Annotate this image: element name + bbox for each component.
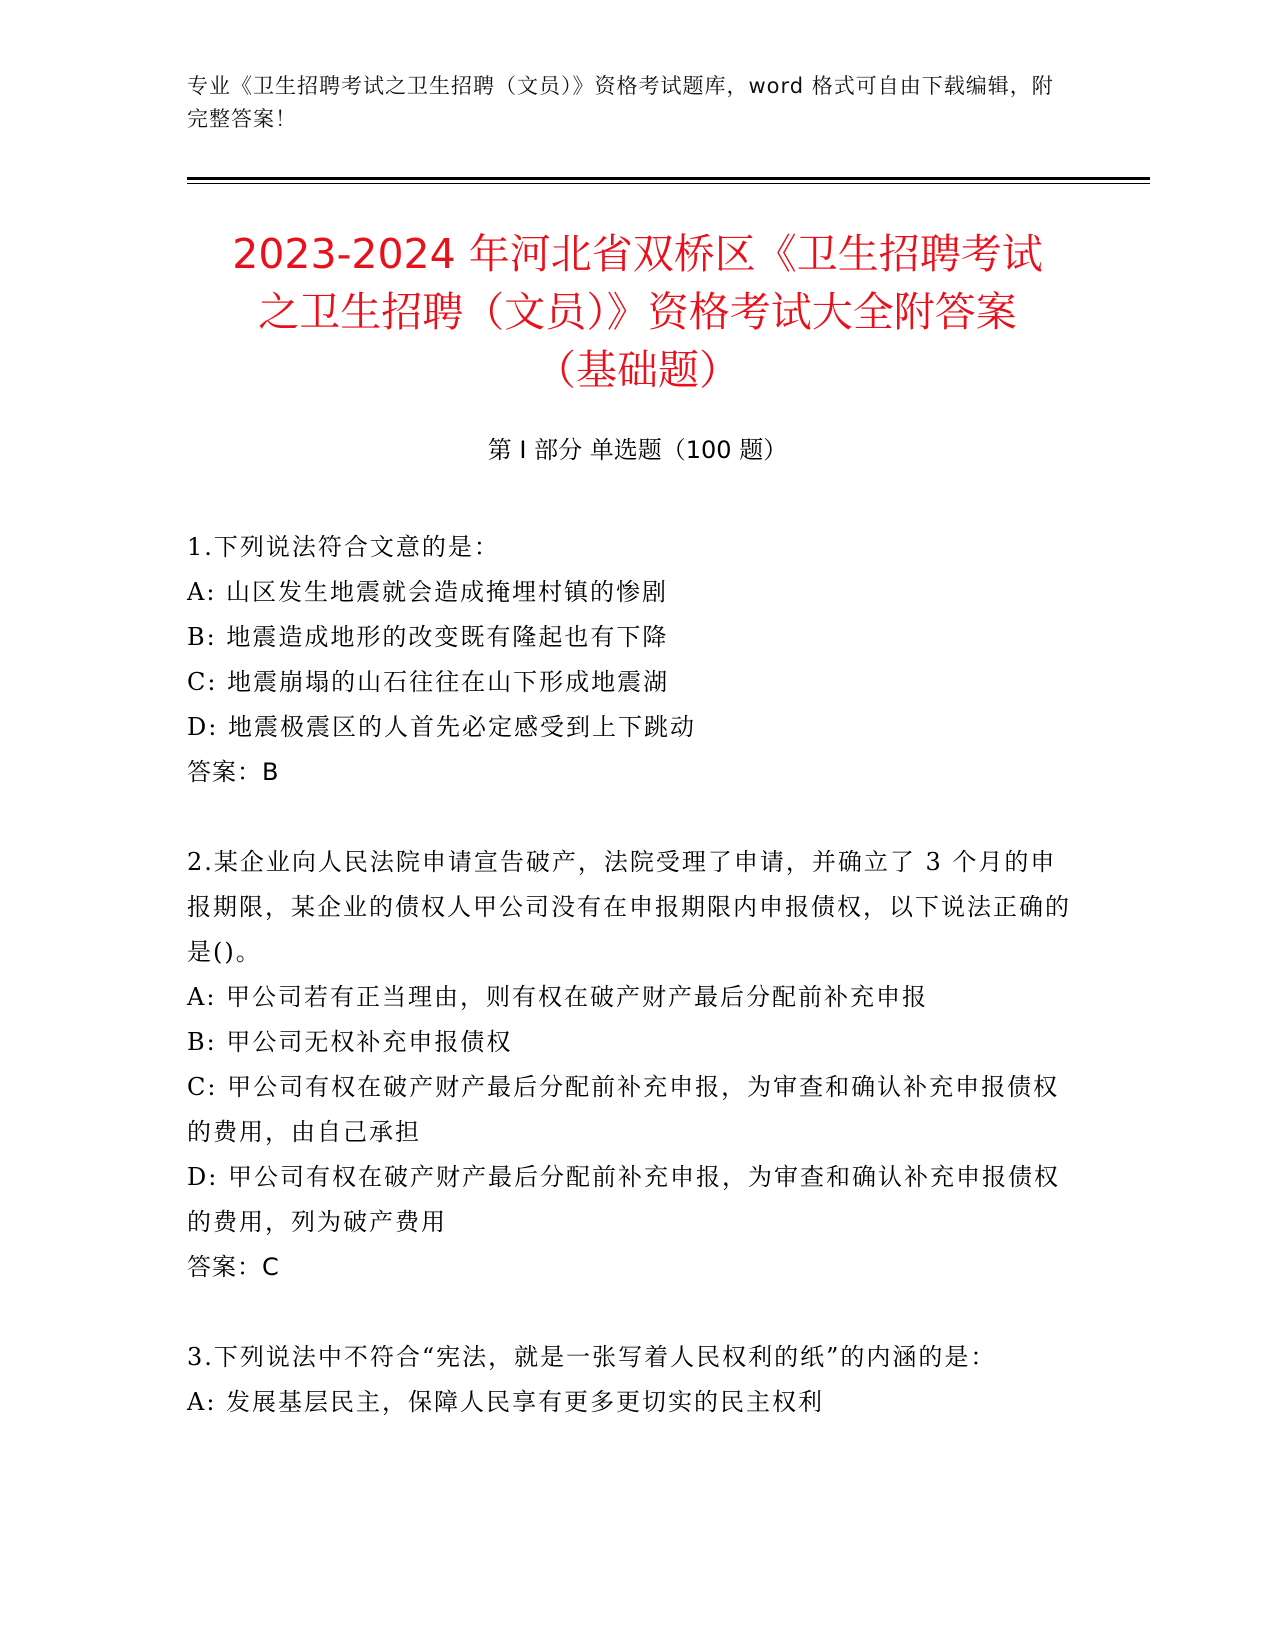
title-line-3: （基础题）: [535, 346, 740, 394]
question-item: [187, 840, 1077, 1290]
question-list: [187, 525, 1077, 1470]
title-line-2: 之卫生招聘（文员）》资格考试大全附答案: [258, 288, 1017, 336]
answer-line: 答案：B: [187, 758, 280, 786]
title-line-1: 2023-2024 年河北省双桥区《卫生招聘考试: [232, 230, 1043, 278]
header-divider-thin: [187, 183, 1150, 184]
option-b: B: 地震造成地形的改变既有隆起也有下降: [187, 623, 669, 651]
question-stem: 2.某企业向人民法院申请宣告破产，法院受理了申请，并确立了 3 个月的申报期限，某企业的债权人甲公司没有在申报期限内申报债权，以下说法正确的是()。: [187, 848, 1071, 966]
question-item: [187, 1335, 1077, 1425]
question-stem: 3.下列说法中不符合“宪法，就是一张写着人民权利的纸”的内涵的是：: [187, 1343, 997, 1371]
document-title: [170, 225, 1105, 399]
option-c: C: 甲公司有权在破产财产最后分配前补充申报，为审查和确认补充申报债权的费用，由自己承担: [187, 1073, 1060, 1146]
option-c: C: 地震崩塌的山石往往在山下形成地震湖: [187, 668, 670, 696]
option-a: A: 发展基层民主，保障人民享有更多更切实的民主权利: [187, 1388, 825, 1416]
option-d: D: 地震极震区的人首先必定感受到上下跳动: [187, 713, 696, 741]
option-a: A: 山区发生地震就会造成掩埋村镇的惨剧: [187, 578, 669, 606]
section-heading: 第 I 部分 单选题（100 题）: [487, 436, 788, 464]
option-a: A: 甲公司若有正当理由，则有权在破产财产最后分配前补充申报: [187, 983, 929, 1011]
header-note: 专业《卫生招聘考试之卫生招聘（文员）》资格考试题库，word 格式可自由下载编辑，附完整答案！: [187, 74, 1054, 131]
answer-line: 答案：C: [187, 1253, 280, 1281]
question-stem: 1.下列说法符合文意的是：: [187, 533, 500, 561]
option-d: D: 甲公司有权在破产财产最后分配前补充申报，为审查和确认补充申报债权的费用，列为破产费用: [187, 1163, 1060, 1236]
header-divider-thick: [187, 177, 1150, 180]
option-b: B: 甲公司无权补充申报债权: [187, 1028, 513, 1056]
question-item: [187, 525, 1077, 795]
